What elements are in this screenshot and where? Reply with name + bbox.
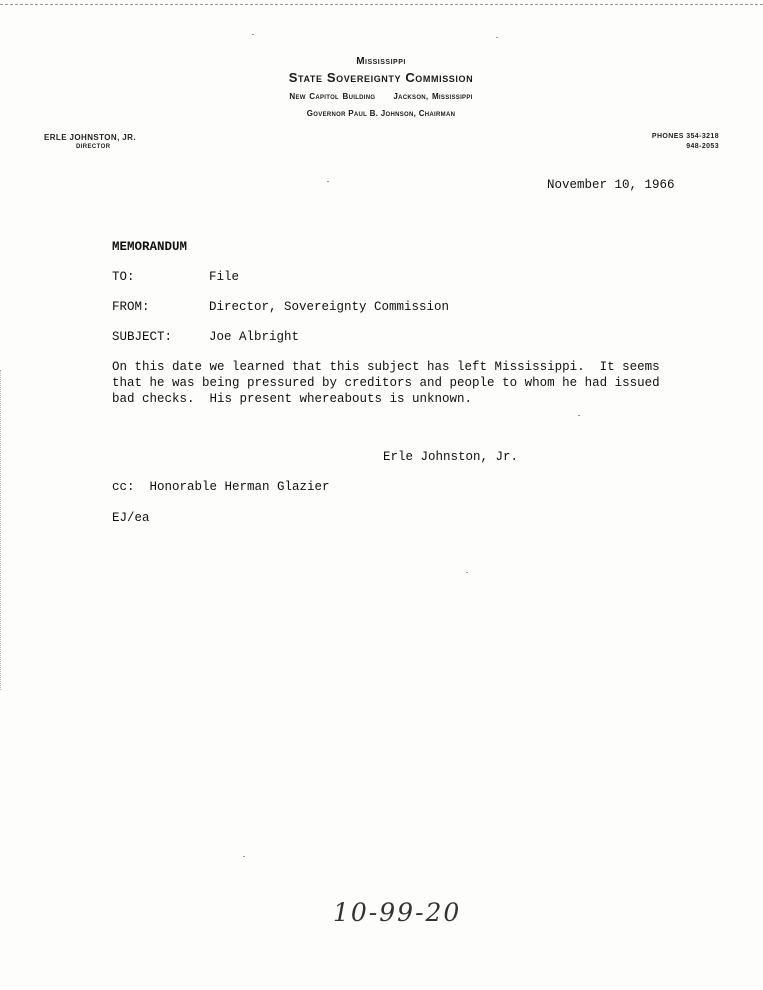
typist-initials: EJ/ea [112,511,150,525]
from-label: FROM: [112,300,150,314]
letterhead-address [200,87,562,107]
cc-line: cc: Honorable Herman Glazier [112,480,330,494]
director-name: ERLE JOHNSTON, JR. [44,133,136,142]
scan-speck [466,572,468,573]
memo-date: November 10, 1966 [547,178,675,192]
scan-speck [252,34,254,35]
phones-line-1: PHONES 354-3218 [651,133,719,140]
phones-block [652,132,719,152]
body-line-2: that he was being pressured by creditors and people to whom he had issued [112,376,660,390]
scan-speck [578,415,580,416]
scan-speck [243,856,245,857]
memo-title: MEMORANDUM [112,240,188,254]
director-block [44,133,136,152]
letterhead-commission: State Sovereignty Commission [288,70,474,85]
letterhead-state: Mississippi [356,56,406,67]
scan-speck [327,181,329,182]
body-line-1: On this date we learned that this subject has left Mississippi. It seems [112,360,660,374]
letterhead-governor: Governor Paul B. Johnson, Chairman [306,109,456,118]
subject-value: Joe Albright [209,330,300,344]
signature: Erle Johnston, Jr. [383,450,519,464]
edge-marks [0,370,3,690]
subject-label: SUBJECT: [112,330,173,344]
letterhead [200,54,562,121]
phones-line-2: 948-2053 [686,143,719,150]
scan-speck [496,37,498,38]
letterhead-city: Jackson, Mississippi [393,92,473,101]
director-title: DIRECTOR [76,144,111,150]
memo-body [112,359,660,407]
letterhead-building: New Capitol Building [289,92,376,101]
to-label: TO: [112,270,135,284]
body-line-3: bad checks. His present whereabouts is unknown. [112,392,473,406]
to-value: File [209,270,240,284]
top-border [0,4,763,5]
handwritten-file-number: 10-99-20 [333,898,462,927]
from-value: Director, Sovereignty Commission [209,300,450,314]
